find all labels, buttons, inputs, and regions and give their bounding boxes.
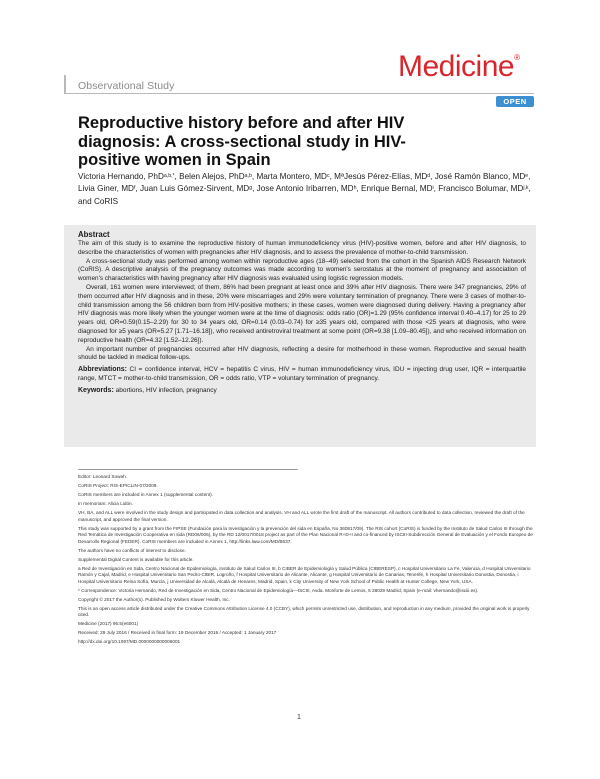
author: [179, 172, 256, 181]
open-access-badge: OPEN: [496, 96, 534, 107]
article-title: Reproductive history before and after HIV diagnosis: A cross-sectional study in HIV-positive women in Spain: [78, 114, 406, 169]
author-separator: , and: [78, 184, 531, 206]
author-separator: ,: [174, 172, 180, 181]
footnote-project: CoRIS Project: RIS-EPICLIN-07/2009.: [78, 482, 158, 488]
footnotes: [78, 474, 536, 648]
footnote-members: CoRIS members are included in Annex 1 (supplemental content).: [78, 491, 213, 497]
author-affiliation-mark: a,b: [244, 173, 252, 179]
author-separator: ,: [329, 172, 335, 181]
author-affiliation-mark: c: [326, 173, 330, 179]
abbreviations-text: CI = confidence interval, HCV = hepatitis C virus, HIV = human immunodeficiency virus, IDU = injecting drug user, IQR = interquartile range, MTCT = mother-to-child transmission, OR = odds ratio, VTP = voluntary termination of pregnancy.: [78, 366, 526, 382]
abbreviations: [78, 366, 526, 384]
keywords: [78, 387, 526, 396]
author-separator: ,: [135, 184, 140, 194]
author-affiliation-mark: f: [133, 185, 136, 192]
keywords-label: Keywords:: [78, 386, 114, 394]
author-separator: ,: [430, 172, 435, 181]
footnote-affiliations: a Red de Investigación en Sida, Centro Nacional de Epidemiología, Instituto de Salud Carlos III, b CIBER de Epidemiología y Salud Pública (CIBERESP), c Hospital Universitario La Fe, Valencia, d Hospital Universitario Ramón y Cajal, Madrid, e Hospital Universitario San Pedro-CIBIR, Logroño, f Hospital Universitario de Alicante, Alicante, g Hospital Universitario de Canarias, Tenerife, h Hospital Universitario Donostia, Donostia, i Hospital Universitario Reina Sofía, Murcia, j Universidad de Alcalá, Alcalá de Henares, Madrid, Spain, k City University of New York School of Public Health at Hunter College, New York, USA.: [78, 565, 531, 584]
footnote-memoriam: In memoriam: Alicia Lidón.: [78, 500, 133, 506]
abstract-heading: Abstract: [78, 230, 110, 239]
author-affiliation-mark: j,k: [523, 185, 529, 192]
footnote-correspondence: * Correspondence: Victoria Hernando, Red de Investigación en Sida, Centro Nacional de Epidemiología—ISCIII, Avda. Monforte de Lemos, 5 28029 Madrid, Spain (e-mail: vhernando@isciii.es).: [78, 587, 479, 593]
footnote-supplemental: Supplemental Digital Content is available for this article.: [78, 556, 194, 562]
author-separator: ,: [528, 172, 531, 181]
author: [334, 172, 435, 181]
author-separator: ,: [251, 172, 257, 181]
author-affiliation-mark: h: [353, 185, 357, 192]
footnote-license: This is an open access article distributed under the Creative Commons Attribution License 4.0 (CCBY), which permits unrestricted use, distribution, and reproduction in any medium, provided the original work is properly cited.: [78, 605, 530, 618]
footnote-citation: Medicine (2017) 96:5(e6001): [78, 621, 139, 627]
author-affiliation-mark: g: [249, 185, 253, 192]
page-number: 1: [297, 714, 301, 721]
abbreviations-label: Abbreviations:: [78, 366, 128, 374]
author-name: Juan Luis Gómez-Sirvent, MD: [139, 184, 250, 194]
author-name: Victoria Hernando, PhD: [78, 172, 164, 181]
author-affiliation-mark: d: [427, 173, 431, 179]
author-separator: ,: [356, 184, 362, 194]
author-affiliation-mark: a,b,*: [163, 173, 175, 179]
footnote-editor: Editor: Leonard Sowah.: [78, 474, 127, 479]
journal-logo: [398, 52, 519, 82]
footnote-dates: Received: 29 July 2016 / Received in final form: 19 December 2016 / Accepted: 1 January 2017: [78, 630, 277, 636]
author-name: CoRIS: [93, 196, 119, 206]
abstract-paragraph: An important number of pregnancies occurred after HIV diagnosis, reflecting a desire for motherhood in these women. Reproductive and sexual health should be tackled in medical follow-ups.: [78, 345, 526, 362]
author-name: Belen Alejos, PhD: [179, 172, 245, 181]
author-separator: ,: [433, 184, 439, 194]
abstract-paragraph: Overall, 161 women were interviewed; of them, 86% had been pregnant at least once and 39% after HIV diagnosis. There were 347 pregnancies, 29% of them occurred after HIV diagnosis and in these, 20% were miscarriages and 29% were voluntary termination of pregnancy. There were 3 cases of mother-to-child transmission among the 56 children born from HIV-positive mothers; in these cases, women were diagnosed during delivery. Having a pregnancy after HIV diagnosis was more likely when the younger women were at the time of diagnosis: odds ratio (OR)=1.29 (95% confidence interval 0.40–4.17) for 25 to 29 years old, OR=0.59(0.15–2.29) for 30 to 34 years old, OR=0.14 (0.03–0.74) for ≥35 years old, compared with those <25 years at diagnosis, who were diagnosed for ≥5 years (OR=5.27 [1.71–16.18]), who received antiretroviral treatment at some point (OR=9.38 [1.09–80.45]), and who received information on reproductive health (OR=4.32 [1.52–12.26]).: [78, 283, 526, 344]
author-name: Jose Antonio Iribarren, MD: [256, 184, 354, 194]
author-name: Marta Montero, MD: [256, 172, 327, 181]
abstract-paragraph: The aim of this study is to examine the reproductive history of human immunodeficiency virus (HIV)-positive women, before and after HIV diagnosis, to describe the characteristics of women with pregnancies after HIV diagnosis, and to assess the prevalence of mother-to-child transmission.: [78, 240, 526, 256]
author-separator: ,: [252, 184, 257, 194]
abstract-paragraph: A cross-sectional study was performed among women within reproductive ages (18–49) selected from the cohort in the Spanish AIDS Research Network (CoRIS). A descriptive analysis of the pregnancy outcomes was made according to women's serostatus at the moment of pregnancy and association of women's characteristics with having pregnancy after HIV diagnosis was evaluated using logistic regression models.: [78, 257, 526, 283]
author: [78, 172, 179, 181]
footnote-rule: [78, 469, 298, 470]
journal-name: Medicine: [398, 50, 515, 83]
header-rule-accent: [64, 75, 66, 93]
author: [257, 184, 361, 193]
author-name: Enrique Bernal, MD: [361, 184, 433, 194]
author: [256, 172, 334, 181]
author-name: José Ramón Blanco, MD: [434, 172, 526, 181]
author: [94, 197, 118, 206]
keywords-text: abortions, HIV infection, pregnancy: [115, 386, 217, 394]
author: [361, 184, 438, 193]
section-label: Observational Study: [78, 80, 175, 92]
footnote-conflicts: The authors have no conflicts of interest to disclose.: [78, 547, 186, 553]
header-rule: [64, 93, 534, 94]
footnote-contributions: VH, BA, and ALL were involved in the study design and participated in data collection and analysis. VH and ALL wrote the first draft of the manuscript. All authors contributed to data collection, reviewed the draft of the manuscript, and approved the final version.: [78, 509, 525, 522]
footnote-doi: http://dx.doi.org/10.1097/MD.0000000000006001: [78, 639, 181, 645]
author-name: MªJesús Pérez-Elías, MD: [334, 172, 428, 181]
author-name: Livia Giner, MD: [78, 184, 134, 194]
registered-mark: ®: [514, 53, 520, 62]
author: [435, 172, 531, 181]
author-affiliation-mark: i: [432, 185, 434, 192]
author: [140, 184, 257, 193]
footnote-funding: This study was supported by a grant from the FIPSE (Fundación para la Investigación y la prevención del sida en España, No 360817/09). The RIS cohort (CoRIS) is funded by the Instituto de Salud Carlos III through the Red Temática de Investigación Cooperativa en sida (RD06/006), by the RD 12/0017/0018 project as part of the Plan Nacional R+D+I and co-financed by ISCIII-Subdirección General de Evaluación y el Fondo Europeo de Desarrollo Regional (FEDER). CoRIS members are included in Annex 1, http://links.lww.com/MD/B537.: [78, 525, 533, 544]
author-affiliation-mark: e: [525, 173, 529, 179]
author-list: [78, 171, 538, 208]
author: [78, 184, 140, 193]
author-name: Francisco Bolumar, MD: [438, 184, 524, 194]
abstract-box: [64, 225, 536, 447]
footnote-copyright: Copyright © 2017 the Author(s). Published by Wolters Kluwer Health, Inc.: [78, 596, 230, 602]
